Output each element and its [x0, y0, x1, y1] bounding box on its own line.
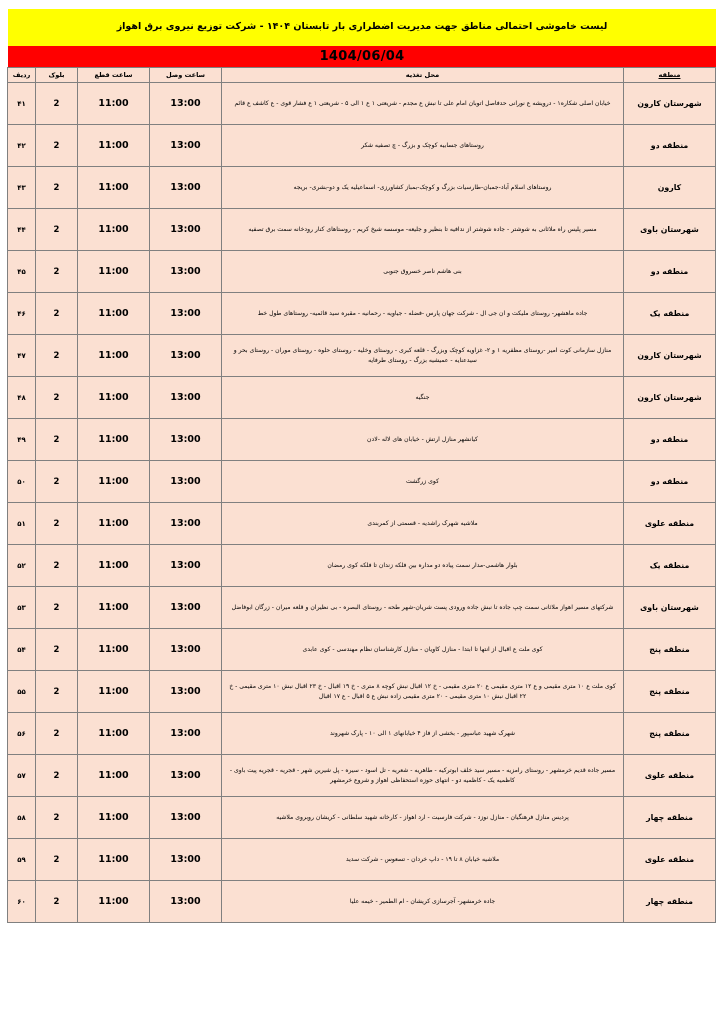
document-title: لیست خاموشی احتمالی مناطق جهت مدیریت اضطراری بار تابستان ۱۴۰۴ - شرکت توزیع نیروی برق اهواز: [116, 21, 608, 33]
cell-block: 2: [36, 503, 78, 545]
cell-restore-time: 13:00: [150, 755, 222, 797]
cell-row-number: ۵۸: [8, 797, 36, 839]
cell-row-number: ۴۵: [8, 251, 36, 293]
table-row: [8, 167, 716, 209]
cell-block: 2: [36, 629, 78, 671]
table-row: [8, 671, 716, 713]
cell-row-number: ۵۱: [8, 503, 36, 545]
cell-row-number: ۴۹: [8, 419, 36, 461]
cell-block: 2: [36, 881, 78, 923]
cell-restore-time: 13:00: [150, 125, 222, 167]
cell-location: کوی ملت ع اقبال از انتها تا ابتدا - منازل کاویان - منازل کارشناسان نظام مهندسی - کوی عابدی: [222, 629, 624, 671]
cell-restore-time: 13:00: [150, 545, 222, 587]
table-row: [8, 839, 716, 881]
cell-block: 2: [36, 713, 78, 755]
column-header-restore-time: ساعت وصل: [150, 68, 222, 83]
table-row: [8, 419, 716, 461]
cell-row-number: ۵۰: [8, 461, 36, 503]
cell-region: منطقه یک: [624, 293, 716, 335]
cell-region: منطقه علوی: [624, 503, 716, 545]
cell-location: بلوار هاشمی-مدار سمت پیاده دو مداره بین فلکه زندان تا فلکه کوی رمضان: [222, 545, 624, 587]
cell-location: خیابان اصلی شکاره۱ - درویشه ع نورانی حدفاصل اتوبان امام علی تا نبش ع مجدم - شریعتی ۱ ع ۱ الی ۵ - شریعتی ۱ ع فشار قوی - ع کاشف ع قائم: [222, 83, 624, 125]
column-header-block: بلوک: [36, 68, 78, 83]
table-row: [8, 881, 716, 923]
cell-restore-time: 13:00: [150, 419, 222, 461]
cell-outage-time: 11:00: [78, 503, 150, 545]
cell-outage-time: 11:00: [78, 83, 150, 125]
cell-row-number: ۴۸: [8, 377, 36, 419]
cell-block: 2: [36, 671, 78, 713]
cell-location: شرکتهای مسیر اهواز ملاثانی سمت چپ جاده تا نبش جاده ورودی پست شریان-شهر طحه - روستای البصره - بی نظیران و قلعه میران - زرگان ابوفاضل: [222, 587, 624, 629]
cell-restore-time: 13:00: [150, 209, 222, 251]
cell-restore-time: 13:00: [150, 881, 222, 923]
cell-location: کوی زرگشت: [222, 461, 624, 503]
table-row: [8, 251, 716, 293]
document-date-banner: [8, 46, 716, 67]
column-header-outage-time: ساعت قطع: [78, 68, 150, 83]
cell-location: کوی ملت ع ۱۰ متری مقیمی و ع ۱۲ متری مقیمی ع ۲۰ متری مقیمی - خ ۱۲ اقبال نبش کوچه ۸ متری - خ ۱۹ اقبال - خ ۲۳ اقبال نبش ۱۰ متری مقیمی - خ ۲۲ اقبال نبش ۱۰ متری مقیمی - ۲۰ متری مقیمی زاده نبش ع ۵ اقبال - ع ۱۷ اقبال: [222, 671, 624, 713]
cell-outage-time: 11:00: [78, 755, 150, 797]
cell-row-number: ۴۷: [8, 335, 36, 377]
cell-block: 2: [36, 839, 78, 881]
cell-row-number: ۴۶: [8, 293, 36, 335]
cell-block: 2: [36, 167, 78, 209]
column-header-row-number: ردیف: [8, 68, 36, 83]
table-header: [8, 68, 716, 83]
table-row: [8, 209, 716, 251]
cell-location: ملاشیه خیابان ۸ تا ۱۹ - داپ خردان - تسعوس - شرکت سدید: [222, 839, 624, 881]
cell-block: 2: [36, 797, 78, 839]
cell-outage-time: 11:00: [78, 587, 150, 629]
cell-outage-time: 11:00: [78, 461, 150, 503]
cell-row-number: ۵۲: [8, 545, 36, 587]
cell-row-number: ۴۲: [8, 125, 36, 167]
cell-block: 2: [36, 587, 78, 629]
cell-region: منطقه دو: [624, 251, 716, 293]
cell-block: 2: [36, 251, 78, 293]
table-row: [8, 461, 716, 503]
cell-row-number: ۵۶: [8, 713, 36, 755]
table-row: [8, 335, 716, 377]
table-body: [8, 83, 716, 923]
cell-restore-time: 13:00: [150, 377, 222, 419]
cell-region: منطقه علوی: [624, 755, 716, 797]
cell-location: کیانشهر منازل ارتش - خیابان های لاله -لادن: [222, 419, 624, 461]
table-row: [8, 125, 716, 167]
cell-row-number: ۵۷: [8, 755, 36, 797]
cell-block: 2: [36, 419, 78, 461]
cell-outage-time: 11:00: [78, 251, 150, 293]
cell-location: منازل سازمانی کوت امیر -روستای مظفریه ۱ و ۲- غزاویه کوچک وبزرگ - قلعه کبری - روستای وخلیه - روستای حلوه - روستای موران - روستای بحر و سیدعنایه - عمیشیه بزرگ - روستای طرفایه: [222, 335, 624, 377]
cell-region: منطقه پنج: [624, 713, 716, 755]
table-row: [8, 713, 716, 755]
cell-row-number: ۵۹: [8, 839, 36, 881]
cell-block: 2: [36, 755, 78, 797]
cell-restore-time: 13:00: [150, 251, 222, 293]
table-row: [8, 587, 716, 629]
document-date: 1404/06/04: [319, 49, 405, 64]
cell-row-number: ۴۱: [8, 83, 36, 125]
cell-outage-time: 11:00: [78, 167, 150, 209]
table-row: [8, 629, 716, 671]
cell-outage-time: 11:00: [78, 629, 150, 671]
cell-block: 2: [36, 83, 78, 125]
cell-restore-time: 13:00: [150, 335, 222, 377]
cell-location: روستاهای اسلام آباد-جمبان-طارسیات بزرگ و کوچک-بمباز کشاورزی- اسماعیلیه یک و دو-بشری- بریجه: [222, 167, 624, 209]
table-row: [8, 503, 716, 545]
outage-schedule-table: [7, 67, 716, 923]
cell-block: 2: [36, 335, 78, 377]
cell-row-number: ۴۴: [8, 209, 36, 251]
cell-restore-time: 13:00: [150, 503, 222, 545]
cell-outage-time: 11:00: [78, 377, 150, 419]
cell-region: شهرستان کارون: [624, 377, 716, 419]
cell-row-number: ۶۰: [8, 881, 36, 923]
cell-outage-time: 11:00: [78, 671, 150, 713]
cell-restore-time: 13:00: [150, 713, 222, 755]
cell-restore-time: 13:00: [150, 461, 222, 503]
cell-region: منطقه پنج: [624, 671, 716, 713]
cell-outage-time: 11:00: [78, 125, 150, 167]
cell-location: مسیر پلیس راه ملاثانی به شوشتر - جاده شوشتر از ندافیه تا بنظیر و جلیعه- موسسه شیخ کریم - روستاهای کنار رودخانه سمت برق تصفیه: [222, 209, 624, 251]
cell-location: شهرک شهید عباسپور - بخشی از فاز ۴ خیابانهای ۱ الی ۱۰ - پارک شهروند: [222, 713, 624, 755]
cell-outage-time: 11:00: [78, 545, 150, 587]
table-row: [8, 797, 716, 839]
table-row: [8, 83, 716, 125]
cell-outage-time: 11:00: [78, 713, 150, 755]
cell-region: منطقه دو: [624, 419, 716, 461]
table-row: [8, 755, 716, 797]
cell-block: 2: [36, 125, 78, 167]
cell-row-number: ۵۳: [8, 587, 36, 629]
cell-location: جاده خرمشهر- آجرسازی کریشان - ام الطمیر - خیمه علیا: [222, 881, 624, 923]
cell-location: جنگیه: [222, 377, 624, 419]
cell-restore-time: 13:00: [150, 839, 222, 881]
cell-region: کارون: [624, 167, 716, 209]
cell-restore-time: 13:00: [150, 671, 222, 713]
cell-row-number: ۵۵: [8, 671, 36, 713]
cell-restore-time: 13:00: [150, 797, 222, 839]
cell-region: شهرستان باوی: [624, 209, 716, 251]
cell-restore-time: 13:00: [150, 587, 222, 629]
cell-location: پردیس منازل فرهنگیان - منازل نوزد - شرکت فارسیت - ارد اهواز - کارخانه شهید سلطانی - کریشان روبروی ملاشیه: [222, 797, 624, 839]
cell-block: 2: [36, 209, 78, 251]
cell-outage-time: 11:00: [78, 209, 150, 251]
column-header-region: [624, 68, 716, 83]
cell-block: 2: [36, 461, 78, 503]
cell-outage-time: 11:00: [78, 797, 150, 839]
cell-region: منطقه یک: [624, 545, 716, 587]
cell-region: شهرستان کارون: [624, 83, 716, 125]
cell-region: شهرستان باوی: [624, 587, 716, 629]
cell-block: 2: [36, 545, 78, 587]
cell-region: منطقه پنج: [624, 629, 716, 671]
cell-restore-time: 13:00: [150, 83, 222, 125]
column-header-location: محل تغذیه: [222, 68, 624, 83]
cell-region: منطقه چهار: [624, 881, 716, 923]
table-row: [8, 293, 716, 335]
cell-block: 2: [36, 377, 78, 419]
document-title-banner: [8, 9, 716, 46]
cell-location: بنی هاشم ناصر خسروق جنوبی: [222, 251, 624, 293]
cell-outage-time: 11:00: [78, 335, 150, 377]
cell-location: مسیر جاده قدیم خرمشهر - روستای رامزیه - مسیر سید خلف ابوترکیه - طاهریه - شعریه - تل اسود - سیره - پل شیرین شهر - قجریه - قجریه پیت باوی - کاظمیه یک - کاظمیه دو - انتهای حوزه استحفاظی اهواز و شروع خرمشهر: [222, 755, 624, 797]
cell-block: 2: [36, 293, 78, 335]
table-row: [8, 377, 716, 419]
cell-location: روستاهای جسابیه کوچک و بزرگ - چ تصفیه شکر: [222, 125, 624, 167]
cell-row-number: ۵۴: [8, 629, 36, 671]
cell-location: جاده ماهشهر- روستای ملیکت و ان جی ال - شرکت جهان پارس -فضله - جیاویه - رحمانیه - مقبره سید قائمیه- روستاهای طول خط: [222, 293, 624, 335]
table-row: [8, 545, 716, 587]
cell-region: منطقه علوی: [624, 839, 716, 881]
table-header-row: [8, 68, 716, 83]
cell-restore-time: 13:00: [150, 629, 222, 671]
cell-outage-time: 11:00: [78, 419, 150, 461]
cell-outage-time: 11:00: [78, 293, 150, 335]
cell-restore-time: 13:00: [150, 293, 222, 335]
cell-region: منطقه دو: [624, 125, 716, 167]
column-header-region-label: منطقه: [658, 71, 681, 79]
cell-outage-time: 11:00: [78, 839, 150, 881]
cell-region: شهرستان کارون: [624, 335, 716, 377]
schedule-sheet: [8, 9, 716, 923]
cell-region: منطقه دو: [624, 461, 716, 503]
cell-location: ملاشیه شهرک راشدیه - قسمتی از کمربندی: [222, 503, 624, 545]
cell-region: منطقه چهار: [624, 797, 716, 839]
cell-row-number: ۴۳: [8, 167, 36, 209]
cell-restore-time: 13:00: [150, 167, 222, 209]
cell-outage-time: 11:00: [78, 881, 150, 923]
